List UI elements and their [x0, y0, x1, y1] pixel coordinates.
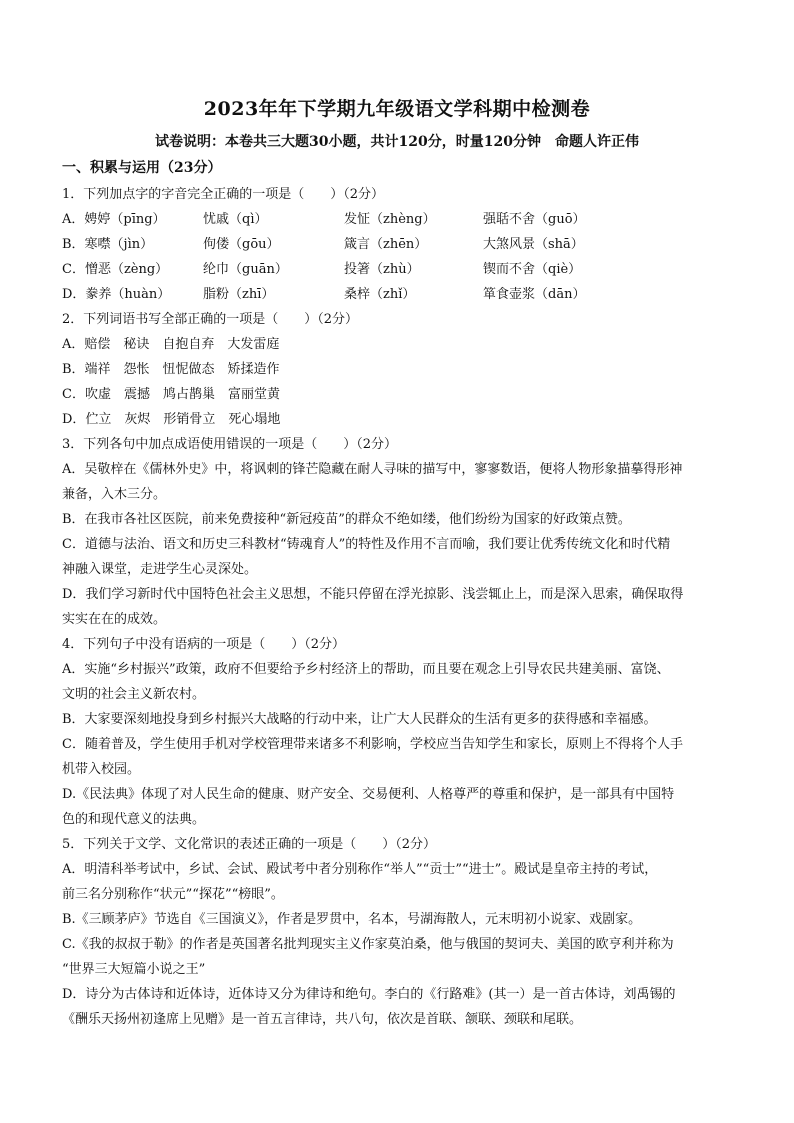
- question-4-line: 色的和现代意义的法典。: [62, 812, 206, 827]
- question-5-line: “世界三大短篇小说之王”: [62, 962, 206, 977]
- question-4-line: 机带入校园。: [62, 762, 141, 777]
- question-3-line: B．在我市各社区医院，前来免费接种“新冠疫苗”的群众不绝如缕，他们纷纷为国家的好政策点赞。: [62, 512, 631, 527]
- question-5-line: A．明清科举考试中，乡试、会试、殿试考中者分别称作“举人”“贡士”“进士”。殿试是皇帝主持的考试，: [62, 862, 658, 877]
- question-1-option-b: [62, 232, 742, 257]
- page-title: 2023年年下学期九年级语文学科期中检测卷: [203, 98, 591, 120]
- question-1-option-d: [62, 282, 742, 307]
- exam-instructions: 试卷说明：本卷共三大题30小题，共计120分，时量120分钟 命题人许正伟: [155, 134, 639, 150]
- option-item: 纶巾（guān）: [203, 262, 288, 277]
- question-4-line: 文明的社会主义新农村。: [62, 687, 206, 702]
- option-item: 发怔（zhèng）: [344, 212, 436, 227]
- question-4-line: D.《民法典》体现了对人民生命的健康、财产安全、交易便利、人格尊严的尊重和保护，是一部具有中国特: [62, 787, 675, 802]
- question-3-stem: 3．下列各句中加点成语使用错误的一项是（ ）（2分）: [62, 437, 398, 452]
- question-5-line: D．诗分为古体诗和近体诗，近体诗又分为律诗和绝句。李白的《行路难》(其一）是一首古体诗，刘禹锡的: [62, 987, 676, 1002]
- question-4-line: B．大家要深刻地投身到乡村振兴大战略的行动中来，让广大人民群众的生活有更多的获得感和幸福感。: [62, 712, 657, 727]
- question-3-line: A．吴敬梓在《儒林外史》中，将讽刺的锋芒隐藏在耐人寻味的描写中，寥寥数语，便将人物形象描摹得形神: [62, 462, 683, 477]
- question-1-option-a: [62, 207, 742, 232]
- option-item: 投箸（zhù）: [344, 262, 420, 277]
- question-1-option-c: [62, 257, 742, 282]
- question-4-line: C．随着普及，学生使用手机对学校管理带来诸多不利影响，学校应当告知学生和家长，原则上不得将个人手: [62, 737, 683, 752]
- question-3-line: 兼备，入木三分。: [62, 487, 167, 502]
- option-item: 忧戚（qì）: [203, 212, 268, 227]
- question-2-option-c: C．吹虚 震撼 鸠占鹊巢 富丽堂黄: [62, 387, 280, 402]
- option-item: 箴言（zhēn）: [344, 237, 428, 252]
- question-5-line: C.《我的叔叔于勒》的作者是英国著名批判现实主义作家莫泊桑，他与俄国的契诃夫、美国的欧亨利并称为: [62, 937, 674, 952]
- option-item: A．娉婷（pīng）: [62, 212, 166, 227]
- question-2-option-b: B．端祥 怨怅 忸怩做态 矫揉造作: [62, 362, 280, 377]
- question-5-line: B.《三顾茅庐》节选自《三国演义》，作者是罗贯中，名本，号湖海散人，元末明初小说家、戏剧家。: [62, 912, 642, 927]
- option-item: 箪食壶浆（dān）: [483, 287, 586, 302]
- option-item: 桑梓（zhǐ）: [344, 287, 416, 302]
- option-item: 锲而不舍（qiè）: [483, 262, 582, 277]
- question-3-line: D．我们学习新时代中国特色社会主义思想，不能只停留在浮光掠影、浅尝辄止上，而是深入思索，确保取得: [62, 587, 684, 602]
- question-5-stem: 5．下列关于文学、文化常识的表述正确的一项是（ ）（2分）: [62, 837, 437, 852]
- question-3-line: 实实在在的成效。: [62, 612, 167, 627]
- question-5-line: 《酬乐天扬州初逢席上见赠》是一首五言律诗，共八句，依次是首联、颔联、颈联和尾联。: [62, 1012, 583, 1027]
- option-item: D．豢养（huàn）: [62, 287, 171, 302]
- question-2-stem: 2．下列词语书写全部正确的一项是（ ）（2分）: [62, 312, 359, 327]
- section-heading: 一、积累与运用（23分）: [62, 160, 222, 176]
- question-2-option-d: D．伫立 灰烬 形销骨立 死心塌地: [62, 412, 281, 427]
- question-list: [62, 182, 742, 1032]
- question-3-line: C．道德与法治、语文和历史三科教材“铸魂育人”的特性及作用不言而喻，我们要让优秀传统文化和时代精: [62, 537, 671, 552]
- option-item: 佝偻（gōu）: [203, 237, 280, 252]
- question-4-stem: 4．下列句子中没有语病的一项是（ ）（2分）: [62, 637, 346, 652]
- option-item: 强聒不舍（guō）: [483, 212, 586, 227]
- option-item: B．寒噤（jìn）: [62, 237, 154, 252]
- option-item: 大煞风景（shā）: [483, 237, 584, 252]
- question-3-line: 神融入课堂，走进学生心灵深处。: [62, 562, 258, 577]
- question-4-line: A．实施“乡村振兴”政策，政府不但要给予乡村经济上的帮助，而且要在观念上引导农民共建美丽、富饶、: [62, 662, 670, 677]
- question-1-stem: 1．下列加点字的字音完全正确的一项是（ ）（2分）: [62, 187, 385, 202]
- question-2-option-a: A．赔偿 秘诀 自抱自弃 大发雷庭: [62, 337, 280, 352]
- option-item: 脂粉（zhī）: [203, 287, 275, 302]
- option-item: C．憎恶（zèng）: [62, 262, 169, 277]
- question-5-line: 前三名分别称作“状元”“探花”“榜眼”。: [62, 887, 284, 902]
